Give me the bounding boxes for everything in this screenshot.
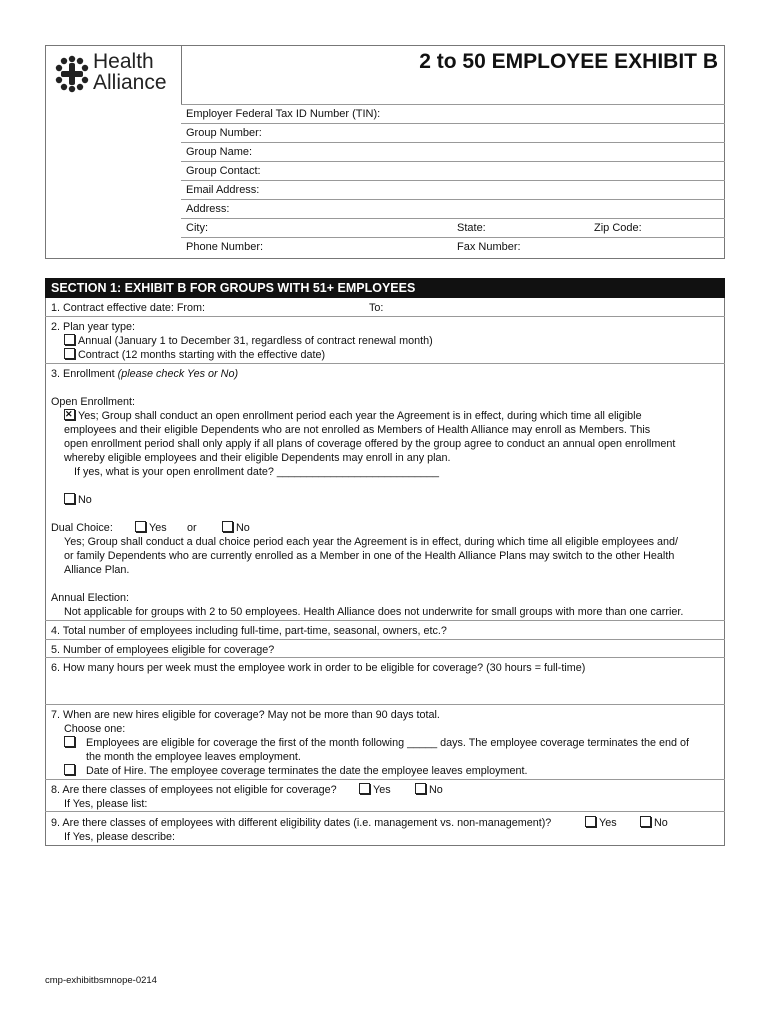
zip-label: Zip Code: [594,222,642,234]
city-label: City: [186,222,208,234]
contract-checkbox[interactable] [64,348,75,359]
divider [45,811,725,812]
q8-no[interactable] [415,783,443,797]
group-number-field[interactable] [181,123,725,142]
q9-label: 9. Are there classes of employees with different eligibility dates (i.e. management vs. non-management)? [51,817,552,829]
open-yes-line-1: Yes; Group shall conduct an open enrollment period each year the Agreement is in effect, during which time all eligible [78,410,642,422]
annual-election-text: Not applicable for groups with 2 to 50 employees. Health Alliance does not underwrite for small groups with more than one carrier. [64,606,684,618]
divider [45,620,725,621]
q7-choose: Choose one: [64,723,126,735]
q9-no-text: No [654,817,668,829]
q1-to-label: To: [369,302,384,314]
divider [45,363,725,364]
open-no-text: No [78,494,92,506]
fax-label: Fax Number: [457,241,521,253]
group-name-label: Group Name: [186,146,253,158]
dual-no-text: No [236,522,250,534]
q2-annual-option[interactable] [64,334,433,348]
q2-contract-text: Contract (12 months starting with the effective date) [78,349,326,361]
phone-fax-row[interactable] [181,237,725,256]
email-field[interactable] [181,180,725,199]
dual-choice-no[interactable] [222,521,250,535]
divider [45,316,725,317]
open-enrollment-no[interactable] [64,493,92,507]
q2-label: 2. Plan year type: [51,321,136,333]
q3-label [51,367,238,381]
q8-no-text: No [429,784,443,796]
q7-opt1-line-2: the month the employee leaves employment. [86,751,301,763]
annual-checkbox[interactable] [64,334,75,345]
logo-line-1: Health [93,50,154,73]
group-name-field[interactable] [181,142,725,161]
city-state-zip-row[interactable] [181,218,725,237]
q7-opt1-line-1: Employees are eligible for coverage the first of the month following _____ days. The employee coverage terminates the end of [86,737,689,749]
divider [45,704,725,705]
q9-yes[interactable] [585,816,617,830]
q9-no-checkbox[interactable] [640,816,651,827]
dual-line-1: Yes; Group shall conduct a dual choice period each year the Agreement is in effect, during which time all eligible employees and/ [64,536,678,548]
group-contact-field[interactable] [181,161,725,180]
q8-no-checkbox[interactable] [415,783,426,794]
q8-yes[interactable] [359,783,391,797]
address-label: Address: [186,203,230,215]
q2-annual-text: Annual (January 1 to December 31, regardless of contract renewal month) [78,335,433,347]
health-alliance-logo-icon [52,54,92,94]
logo-text [93,51,167,93]
dual-or-text: or [187,522,197,534]
dual-line-3: Alliance Plan. [64,564,130,576]
email-label: Email Address: [186,184,260,196]
q5-eligible-employees[interactable]: 5. Number of employees eligible for coverage? [51,644,275,656]
q4-total-employees[interactable]: 4. Total number of employees including full-time, part-time, seasonal, owners, etc.? [51,625,447,637]
open-yes-line-3: open enrollment period shall only apply if all plans of coverage offered by the group agree to conduct an annual open enrollment [64,438,676,450]
q7-opt2-text: Date of Hire. The employee coverage terminates the date the employee leaves employment. [86,765,528,777]
dual-yes-checkbox[interactable] [135,521,146,532]
q9-sub: If Yes, please describe: [64,831,176,843]
open-enrollment-no-checkbox[interactable] [64,493,75,504]
q6-hours-per-week[interactable]: 6. How many hours per week must the employee work in order to be eligible for coverage? (30 hours = full-time) [51,662,586,674]
open-yes-line-4: whereby eligible employees and their eligible Dependents may enroll in any plan. [64,452,451,464]
form-code: cmp-exhibitbsmnope-0214 [45,975,157,986]
open-enrollment-title: Open Enrollment: [51,396,136,408]
logo-cell [45,45,182,105]
divider [45,639,725,640]
q2-contract-option[interactable] [64,348,325,362]
dual-choice-label: Dual Choice: [51,522,113,534]
q7-option-2[interactable] [64,764,78,778]
q7-label: 7. When are new hires eligible for coverage? May not be more than 90 days total. [51,709,440,721]
dual-no-checkbox[interactable] [222,521,233,532]
divider [45,657,725,658]
phone-label: Phone Number: [186,241,264,253]
q8-label: 8. Are there classes of employees not eligible for coverage? [51,784,337,796]
q8-yes-text: Yes [373,784,391,796]
q8-sub: If Yes, please list: [64,798,148,810]
open-yes-line-2: employees and their eligible Dependents who are not enrolled as Members of Health Alliance may enroll as Members. This [64,424,651,436]
tin-field[interactable] [181,104,725,123]
q9-yes-text: Yes [599,817,617,829]
address-field[interactable] [181,199,725,218]
q1-contract-date[interactable]: 1. Contract effective date: From: [51,302,206,314]
dual-yes-text: Yes [149,522,167,534]
dual-choice-yes[interactable] [135,521,167,535]
q8-yes-checkbox[interactable] [359,783,370,794]
employer-info-fields [181,104,725,256]
q3-hint: (please check Yes or No) [117,368,239,380]
open-enrollment-yes-checkbox[interactable] [64,409,75,420]
logo-line-2: Alliance [93,71,167,94]
q9-no[interactable] [640,816,668,830]
q7-option-1-checkbox[interactable] [64,736,75,747]
section-1-title: SECTION 1: EXHIBIT B FOR GROUPS WITH 51+ EMPLOYEES [45,278,725,298]
open-enrollment-date-field[interactable]: If yes, what is your open enrollment date? ___________________________ [74,466,439,478]
group-number-label: Group Number: [186,127,262,139]
q7-option-1[interactable] [64,736,78,750]
page-title: 2 to 50 EMPLOYEE EXHIBIT B [419,50,718,73]
q3-label-text: 3. Enrollment [51,368,115,380]
q7-option-2-checkbox[interactable] [64,764,75,775]
q9-yes-checkbox[interactable] [585,816,596,827]
divider [45,779,725,780]
tin-label: Employer Federal Tax ID Number (TIN): [186,108,381,120]
dual-line-2: or family Dependents who are currently enrolled as a Member in one of the Health Alliance Plans may switch to the other Health [64,550,675,562]
annual-election-title: Annual Election: [51,592,130,604]
state-label: State: [457,222,486,234]
group-contact-label: Group Contact: [186,165,261,177]
open-enrollment-yes[interactable] [64,409,642,423]
